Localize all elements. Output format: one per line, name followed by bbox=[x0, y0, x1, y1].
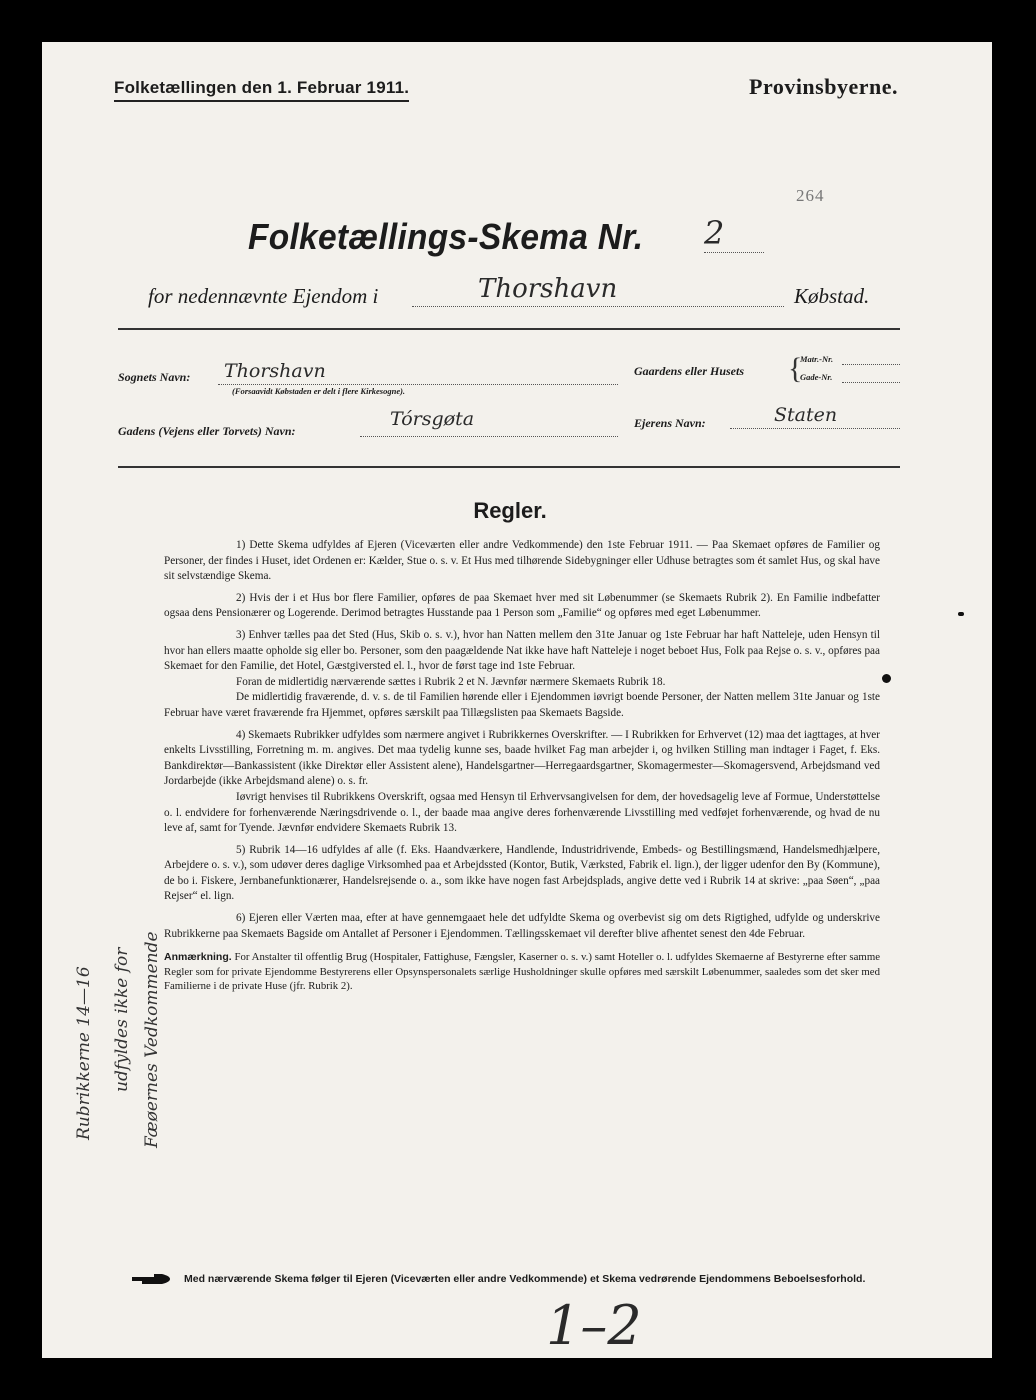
side-note-line-3: Fæøernes Vedkommende bbox=[142, 931, 162, 1148]
rules-title: Regler. bbox=[473, 498, 547, 523]
gade-nr-line bbox=[842, 382, 900, 383]
property-town-handwritten: Thorshavn bbox=[478, 274, 618, 304]
footer-notice bbox=[132, 1270, 912, 1288]
gade-label: Gadens (Vejens eller Torvets) Navn: bbox=[118, 424, 296, 438]
ink-spot bbox=[882, 674, 891, 683]
form-number-line bbox=[704, 252, 764, 253]
annotation-paragraph bbox=[164, 950, 880, 994]
side-note-line-1: Rubrikkerne 14—16 bbox=[74, 966, 94, 1140]
rule-paragraph: 2) Hvis der i et Hus bor flere Familier, opføres de paa Skemaet hver med sit Løbenummer (se Skemaets Rubrik 2). En Familie indbefatter ogsaa dens Pensionærer og Logerende. Derimod betragtes Husstande paa 1 Person som „Familie“ og opføres med eget Løbenummer. bbox=[164, 591, 880, 620]
region-header: Provinsbyerne. bbox=[749, 74, 898, 99]
annotation-text: For Anstalter til offentlig Brug (Hospitaler, Fattighuse, Fængsler, Kaserner o. s. v.) samt Hoteller o. l. udfyldes Skemaerne af Bestyrerne efter samme Regler som for private Ejendomme Bestyrerens eller Opsynspersonalets særlige Husholdninger skulle opføres med særskilt Løbenummer, saaledes som det sker med Familierne i de private Huse (jfr. Rubrik 2). bbox=[164, 951, 881, 993]
rule-paragraph: 5) Rubrik 14—16 udfyldes af alle (f. Eks. Haandværkere, Handlende, Industridrivende, Embeds- og Bestillingsmænd, Handelsmedhjælpere, Arbejdere o. s. v.), som udøver deres daglige Virksomhed paa et Arbejdssted (Kontor, Butik, Værksted, Fabrik el. lign.), der ligger udenfor den By (Kommune), de bo i. Fiskere, Jernbanefunktionærer, Handelsrejsende o. a., som ikke have nogen fast Arbejdsplads, angive dette ved i Rubrik 14 at skrive: „paa Søen“, „paa Rejser“ el. lign. bbox=[164, 843, 880, 903]
rule-paragraph: 6) Ejeren eller Værten maa, efter at have gennemgaaet hele det udfyldte Skema og overbevist sig om dets Rigtighed, udfylde og underskrive Rubrikkerne paa Skemaets Bagside om Antallet af Personer i Ejendommen. Tællingsskemaet vil derefter blive afhentet senest den 4de Februar. bbox=[164, 912, 880, 940]
footer-text: Med nærværende Skema følger til Ejeren (Viceværten eller andre Vedkommende) et Skema vedrørende Ejendommens Beboelsesforhold. bbox=[184, 1273, 866, 1285]
gaard-label: Gaardens eller Husets bbox=[634, 364, 745, 378]
pointing-hand-icon bbox=[132, 1273, 172, 1285]
property-line bbox=[412, 306, 784, 307]
sogn-value-handwritten: Thorshavn bbox=[224, 360, 326, 382]
ink-spot bbox=[958, 612, 964, 616]
gaard-brace: { bbox=[788, 352, 803, 385]
census-form-page bbox=[42, 42, 992, 1358]
bottom-handwritten-number: 1–2 bbox=[546, 1294, 642, 1357]
rules-text bbox=[164, 538, 880, 1000]
ejer-value-handwritten: Staten bbox=[774, 404, 838, 426]
ejer-label: Ejerens Navn: bbox=[634, 416, 706, 430]
sogn-label: Sognets Navn: bbox=[118, 370, 191, 384]
sogn-note: (Forsaavidt Købstaden er delt i flere Kirkesogne). bbox=[232, 386, 406, 396]
gade-line bbox=[360, 436, 618, 437]
middle-rule bbox=[118, 466, 900, 468]
rule-paragraph: De midlertidig fraværende, d. v. s. de til Familien hørende eller i Ejendommen iøvrigt boende Personer, der Natten mellem 31te Januar og 1ste Februar have været fraværende fra Hjemmet, opføres særskilt paa Tillægslisten paa Skemaets Bagside. bbox=[164, 691, 880, 719]
side-note-line-2: udfyldes ikke for bbox=[112, 947, 132, 1092]
matr-label: Matr.-Nr. bbox=[800, 354, 834, 364]
rule-paragraph: 3) Enhver tælles paa det Sted (Hus, Skib o. s. v.), hvor han Natten mellem den 31te Januar og 1ste Februar har haft Natteleje, uden Hensyn til hvor han ellers maatte opholde sig eller bo. Personer, som den paagældende Nat ikke have haft Natteleje i noget beboet Hus, Folk paa Rejse o. s. v., opføres paa Skemaet for den Familie, det Hotel, Gæstgiversted el. l., hvor de først tage ind 1ste Februar. bbox=[164, 628, 880, 673]
rule-paragraph: Iøvrigt henvises til Rubrikkens Overskrift, ogsaa med Hensyn til Erhvervsangivelsen for dem, der hovedsagelig leve af Formue, Understøttelse o. l. endvidere for forhenværende Næringsdrivende o. l., der baade maa angive deres forhenværende Livsstilling med vedføjet forhenværende, og hvad de nu leve af, samt for Tyende. Jævnfør endvidere Skemaets Rubrik 13. bbox=[164, 790, 880, 835]
property-suffix: Købstad. bbox=[794, 284, 870, 308]
annotation-label: Anmærkning. bbox=[164, 951, 232, 964]
form-title: Folketællings-Skema Nr. bbox=[248, 216, 644, 257]
top-rule bbox=[118, 328, 900, 330]
page-number-stamp: 264 bbox=[796, 186, 825, 205]
ejer-line bbox=[730, 428, 900, 429]
gade-nr-label: Gade-Nr. bbox=[800, 372, 833, 382]
property-label: for nedennævnte Ejendom i bbox=[148, 284, 379, 308]
rule-paragraph: 4) Skemaets Rubrikker udfyldes som nærmere angivet i Rubrikkernes Overskrifter. — I Rubrikken for Erhvervet (12) maa det iagttages, at hver enkelts Livsstilling, Forretning m. m. angives. Det maa tydelig kunne ses, baade hvilket Fag man arbejder i, og hvilken Stilling man indtager i Faget, f. Eks. Bankdirektør—Bankassistent (ikke Direktør eller Assistent alene), Handelsgartner—Herregaardsgartner, Skomagermester—Skomagersvend, Arbejdsmand ved Jordarbejde (ikke Arbejdsmand alene) o. s. fr. bbox=[164, 728, 880, 788]
gade-value-handwritten: Tórsgøta bbox=[390, 408, 475, 430]
sogn-line bbox=[218, 384, 618, 385]
form-number-handwritten: 2 bbox=[704, 214, 725, 252]
rule-paragraph: 1) Dette Skema udfyldes af Ejeren (Viceværten eller andre Vedkommende) den 1ste Februar 1911. — Paa Skemaet opføres de Familier og Personer, der findes i Huset, idet Ordenen er: Kælder, Stue o. s. v. Et Hus med tilhørende Sidebygninger eller Udhuse betragtes som ét samlet Hus, og skal have sit selvstændige Skema. bbox=[164, 539, 880, 583]
rule-paragraph: Foran de midlertidig nærværende sættes i Rubrik 2 et N. Jævnfør nærmere Skemaets Rubrik 18. bbox=[236, 675, 666, 688]
matr-line bbox=[842, 364, 900, 365]
census-date-header: Folketællingen den 1. Februar 1911. bbox=[114, 78, 409, 102]
